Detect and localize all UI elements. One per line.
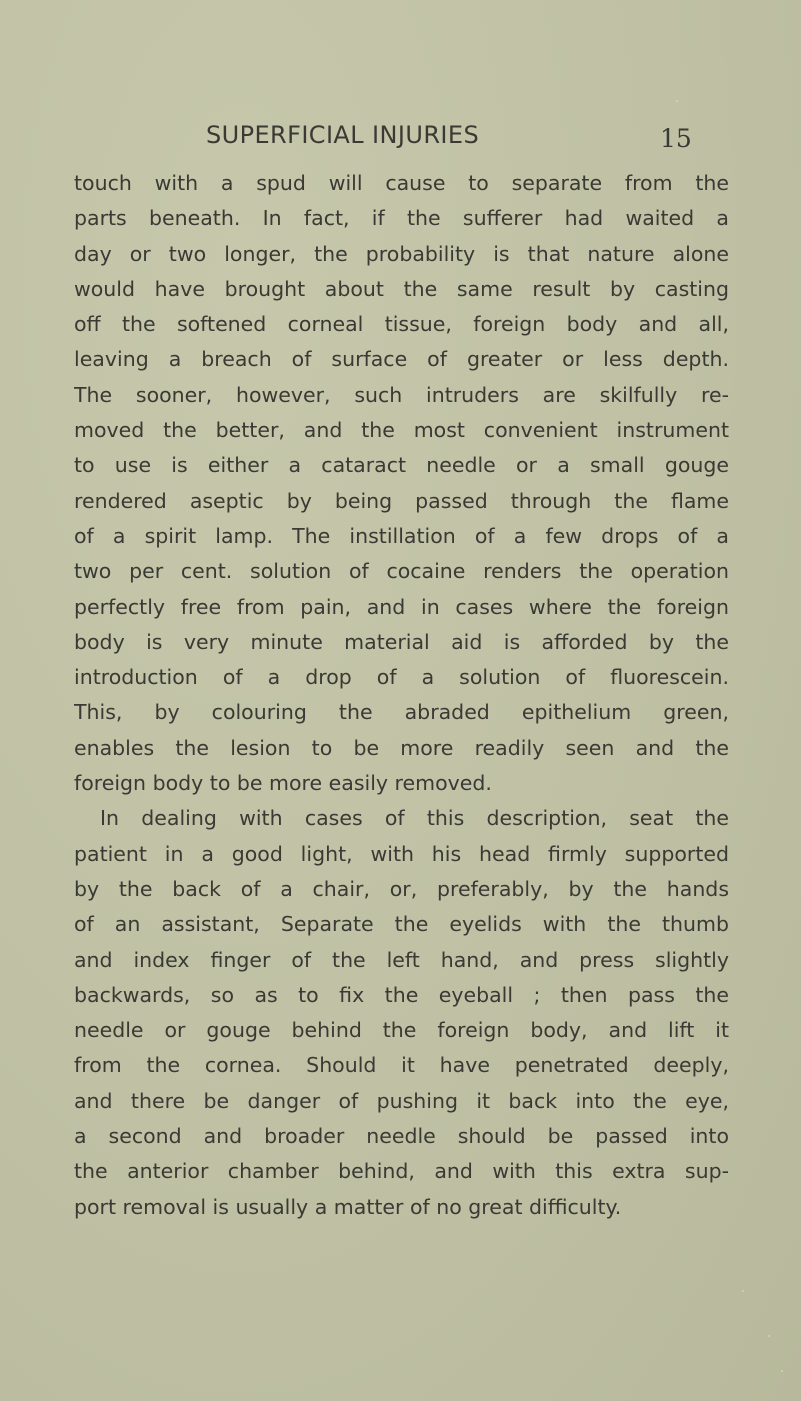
- body-text: [74, 166, 729, 1225]
- running-head-title: SUPERFICIAL INJURIES: [206, 121, 480, 149]
- text-line: day or two longer, the probability is that nature alone: [74, 241, 729, 266]
- text-line: The sooner, however, such intruders are skilfully re-: [74, 382, 729, 407]
- text-line: introduction of a drop of a solution of fluorescein.: [74, 665, 729, 690]
- text-line: foreign body to be more easily removed.: [74, 771, 492, 796]
- text-line: a second and broader needle should be passed into: [74, 1124, 729, 1149]
- text-line: off the softened corneal tissue, foreign body and all,: [74, 312, 729, 337]
- text-line: patient in a good light, with his head firmly supported: [74, 841, 729, 866]
- text-line: backwards, so as to fix the eyeball ; then pass the: [74, 982, 729, 1007]
- text-line: would have brought about the same result by casting: [74, 276, 729, 301]
- text-line: and there be danger of pushing it back into the eye,: [74, 1088, 729, 1113]
- text-line: needle or gouge behind the foreign body, and lift it: [74, 1018, 729, 1043]
- text-line: moved the better, and the most convenient instrument: [74, 418, 729, 443]
- paper-speck: [676, 100, 678, 102]
- text-line: port removal is usually a matter of no great difficulty.: [74, 1194, 622, 1219]
- text-line: rendered aseptic by being passed through the flame: [74, 488, 729, 513]
- text-line: the anterior chamber behind, and with this extra sup-: [74, 1159, 729, 1184]
- paper-speck: [768, 1335, 770, 1337]
- text-line: In dealing with cases of this description, seat the: [100, 806, 729, 831]
- text-line: by the back of a chair, or, preferably, by the hands: [74, 876, 729, 901]
- text-line: two per cent. solution of cocaine renders the operation: [74, 559, 729, 584]
- paper-speck: [742, 1290, 744, 1292]
- text-line: and index finger of the left hand, and press slightly: [74, 947, 729, 972]
- text-line: enables the lesion to be more readily seen and the: [74, 735, 729, 760]
- text-line: of a spirit lamp. The instillation of a few drops of a: [74, 523, 729, 548]
- text-line: touch with a spud will cause to separate from the: [74, 171, 729, 195]
- text-line: to use is either a cataract needle or a small gouge: [74, 453, 729, 478]
- text-line: perfectly free from pain, and in cases where the foreign: [74, 594, 729, 619]
- paper-speck: [781, 1370, 783, 1372]
- text-line: body is very minute material aid is afforded by the: [74, 629, 729, 654]
- text-line: leaving a breach of surface of greater or less depth.: [74, 347, 729, 372]
- text-line: This, by colouring the abraded epithelium green,: [74, 700, 729, 725]
- text-line: of an assistant, Separate the eyelids with the thumb: [74, 912, 729, 937]
- page-number: 15: [660, 124, 692, 153]
- text-line: from the cornea. Should it have penetrated deeply,: [74, 1053, 729, 1078]
- text-line: parts beneath. In fact, if the sufferer had waited a: [74, 206, 729, 231]
